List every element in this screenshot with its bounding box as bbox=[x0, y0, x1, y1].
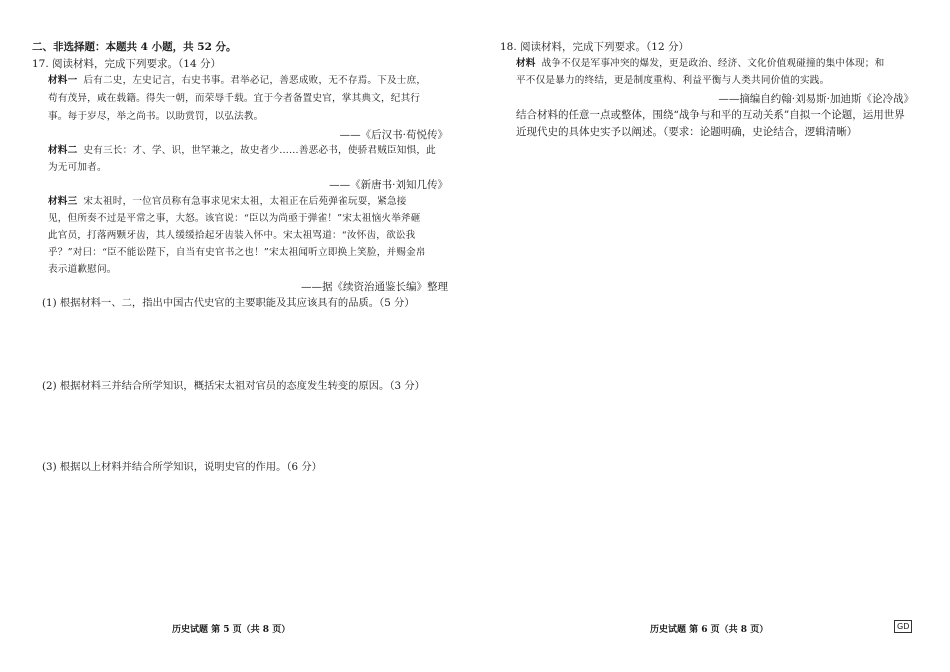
q17-material3-source: ——据《续资治通鉴长编》整理 bbox=[301, 281, 448, 293]
q17-material2-line1 bbox=[48, 144, 436, 158]
q17-subquestion-1: (1) 根据材料一、二，指出中国古代史官的主要职能及其应该具有的品质。（5 分） bbox=[42, 297, 415, 309]
q18-intro: 18. 阅读材料，完成下列要求。（12 分） bbox=[500, 41, 689, 53]
q17-material3-line5: 表示道歉慰问。 bbox=[48, 264, 117, 275]
q17-material1-line1 bbox=[48, 74, 426, 88]
q17-material2-line2: 为无可加者。 bbox=[48, 162, 107, 173]
page-footer-right: 历史试题 第 6 页（共 8 页） bbox=[650, 625, 769, 635]
q18-material-line1 bbox=[516, 57, 884, 71]
q18-material-text1: 战争不仅是军事冲突的爆发，更是政治、经济、文化价值观碰撞的集中体现；和 bbox=[541, 58, 885, 69]
q17-material3-line4: 乎？”对曰：“臣不能讼陛下，自当有史官书之也！”宋太祖闻听立即换上笑脸，并赐金帛 bbox=[48, 247, 426, 258]
q17-material2-source: ——《新唐书·刘知几传》 bbox=[329, 179, 448, 191]
q17-material2-text1: 史有三长：才、学、识，世罕兼之，故史者少……善恶必书，使骄君贼臣知惧，此 bbox=[83, 145, 436, 156]
q17-material1-line3: 事。每于岁尽，举之尚书。以助赏罚，以弘法教。 bbox=[48, 111, 264, 122]
q18-material-source: ——摘编自约翰·刘易斯·加迪斯《论冷战》 bbox=[718, 93, 914, 105]
right-page bbox=[500, 0, 920, 672]
q18-task-line1: 结合材料的任意一点或整体，围绕“战争与和平的互动关系”自拟一个论题，运用世界 bbox=[516, 109, 905, 121]
q17-material1-line2: 苟有茂异，咸在载籍。得失一朝，而荣辱千载。宜于今者备置史官，掌其典文，纪其行 bbox=[48, 93, 421, 104]
q18-task-line2: 近现代史的具体史实予以阐述。（要求：论题明确，史论结合，逻辑清晰） bbox=[516, 126, 858, 138]
gd-badge: GD bbox=[894, 620, 912, 633]
q17-material3-label: 材料三 bbox=[48, 196, 78, 207]
q17-intro: 17. 阅读材料，完成下列要求。（14 分） bbox=[32, 58, 221, 70]
q18-material-line2: 平不仅是暴力的终结，更是制度重构、利益平衡与人类共同价值的实践。 bbox=[516, 75, 830, 86]
q17-material3-line1 bbox=[48, 195, 407, 209]
q17-subquestion-2: (2) 根据材料三并结合所学知识，概括宋太祖对官员的态度发生转变的原因。（3 分） bbox=[42, 380, 425, 392]
section-title: 二、非选择题：本题共 4 小题，共 52 分。 bbox=[32, 41, 237, 53]
q17-material2-label: 材料二 bbox=[48, 145, 78, 156]
q17-material1-source: ——《后汉书·荀悦传》 bbox=[339, 129, 448, 141]
q17-material3-line3: 此官员，打落两颗牙齿，其人缓缓拾起牙齿装入怀中。宋太祖骂道：“汝怀齿，欲讼我 bbox=[48, 230, 416, 241]
q17-subquestion-3: (3) 根据以上材料并结合所学知识，说明史官的作用。（6 分） bbox=[42, 461, 322, 473]
q17-material3-line2: 见，但所奏不过是平常之事，大怒。该官说：“臣以为尚亟于弹雀！”宋太祖恼火举斧砸 bbox=[48, 213, 421, 224]
q17-material1-label: 材料一 bbox=[48, 75, 78, 86]
q18-material-label: 材料 bbox=[516, 58, 536, 69]
page-footer-left: 历史试题 第 5 页（共 8 页） bbox=[172, 625, 291, 635]
q17-material1-text1: 后有二史，左史记言，右史书事。君举必记，善恶成败，无不存焉。下及士庶， bbox=[83, 75, 427, 86]
q17-material3-text1: 宋太祖时，一位官员称有急事求见宋太祖，太祖正在后苑弹雀玩耍，紧急接 bbox=[83, 196, 407, 207]
left-page bbox=[26, 0, 464, 672]
